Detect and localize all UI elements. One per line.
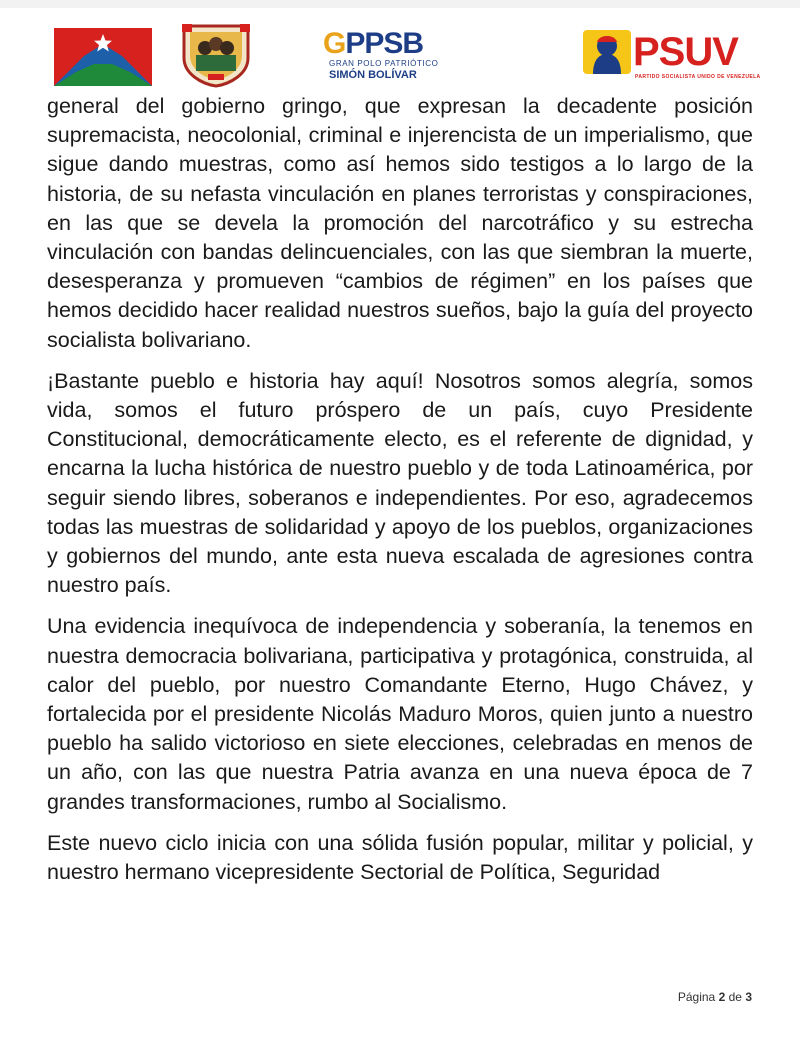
psuv-wordmark: PSUV — [633, 30, 738, 74]
psuv-subtitle: PARTIDO SOCIALISTA UNIDO DE VENEZUELA — [635, 74, 761, 80]
paragraph-2: ¡Bastante pueblo e historia hay aquí! Nosotros somos alegría, somos vida, somos el futuro próspero de un país, cuyo Presidente Constitucional, democráticamente electo, es el referente de dignidad, y encarna la lucha histórica de nuestro pueblo y de toda Latinoamérica, por seguir siendo libres, soberanos e independientes. Por eso, agradecemos todas las muestras de solidaridad y apoyo de los pueblos, organizaciones y gobiernos del mundo, ante esta nueva escalada de agresiones contra nuestro país. — [47, 368, 753, 598]
document-body — [47, 92, 753, 899]
gppsb-logo — [323, 27, 463, 86]
shield-logo-icon — [178, 22, 254, 88]
page-word: Página — [677, 990, 716, 1004]
page-current: 2 — [718, 990, 726, 1004]
paragraph-1: general del gobierno gringo, que expresan la decadente posición supremacista, neocolonial, criminal e injerencista de un imperialismo, que sigue dando muestras, como así hemos sido testigos a lo largo de la historia, de su nefasta vinculación en planes terroristas y conspiraciones, en las que se devela la promoción del narcotráfico y su estrecha vinculación con bandas delincuenciales, con las que siembran la muerte, desesperanza y promueven “cambios de régimen” en los países que hemos decidido hacer realidad nuestros sueños, bajo la guía del proyecto socialista bolivariano. — [47, 94, 753, 352]
page-total: 3 — [745, 990, 752, 1004]
letterhead — [0, 18, 800, 90]
gppsb-wordmark-rest: PPSB — [345, 27, 424, 60]
portrait-silhouette-icon — [583, 30, 631, 74]
paragraph-3: Una evidencia inequívoca de independencia y soberanía, la tenemos en nuestra democracia bolivariana, participativa y protagónica, construida, al calor del pueblo, por nuestro Comandante Eterno, Hugo Chávez, y fortalecida por el presidente Nicolás Maduro Moros, quien junto a nuestro pueblo ha salido victorioso en siete elecciones, celebradas en menos de un año, con las que nuestra Patria avanza en una nueva época de 7 grandes transformaciones, rumbo al Socialismo. — [47, 614, 753, 814]
gppsb-wordmark: GPPSB — [323, 27, 424, 60]
top-strip — [0, 0, 800, 8]
page-number — [678, 990, 752, 1004]
gppsb-subtitle: GRAN POLO PATRIÓTICO — [329, 59, 439, 68]
page-of: de — [728, 990, 742, 1004]
gppsb-subtitle-name: SIMÓN BOLÍVAR — [329, 69, 417, 81]
psuv-logo — [583, 30, 773, 86]
flag-logo-icon — [54, 28, 152, 86]
paragraph-4: Este nuevo ciclo inicia con una sólida fusión popular, militar y policial, y nuestro hermano vicepresidente Sectorial de Política, Seguridad — [47, 830, 753, 885]
